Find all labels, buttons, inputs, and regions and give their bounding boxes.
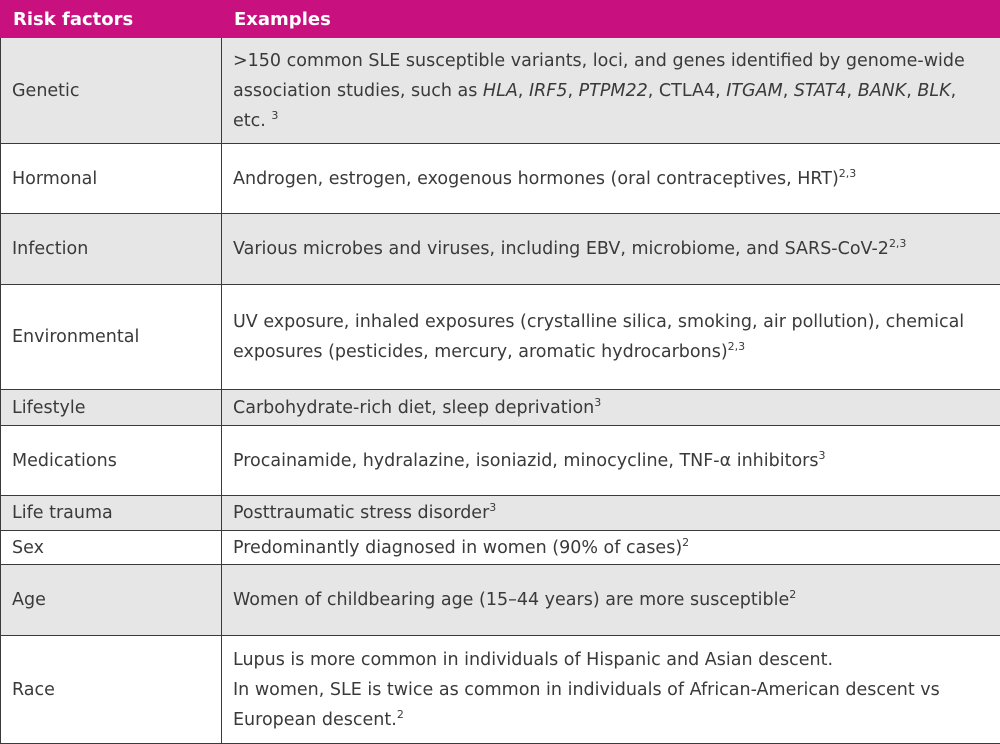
risk-factor-cell: Age [1, 565, 222, 636]
table-row [1, 285, 1000, 390]
example-text: Lupus is more common in individuals of Hispanic and Asian descent. [233, 649, 834, 670]
table-row [1, 636, 1000, 744]
table-row [1, 426, 1000, 496]
header-row [1, 1, 1000, 38]
gene-name: BANK [857, 80, 907, 101]
example-text: >150 common SLE susceptible variants, loci, and genes identified by genome-wide association studies, such as [233, 50, 965, 101]
risk-factor-cell: Infection [1, 214, 222, 285]
gene-name: HLA [482, 80, 518, 101]
reference-superscript: 3 [489, 501, 497, 515]
example-text: UV exposure, inhaled exposures (crystalline silica, smoking, air pollution), chemical exposures (pesticides, mercury, aromatic hydrocarbons) [233, 312, 965, 362]
table-row [1, 565, 1000, 636]
example-text: , [517, 80, 529, 101]
risk-factor-cell: Hormonal [1, 144, 222, 214]
risk-factor-cell: Life trauma [1, 496, 222, 531]
reference-superscript: 2 [789, 588, 797, 602]
examples-cell [222, 426, 1000, 496]
table-row [1, 214, 1000, 285]
reference-superscript: 2,3 [727, 340, 746, 354]
reference-superscript: 2,3 [838, 166, 857, 180]
table-row [1, 390, 1000, 426]
example-text: In women, SLE is twice as common in individuals of African-American descent vs European descent. [233, 679, 940, 730]
example-text: , [846, 80, 858, 101]
table-row [1, 38, 1000, 144]
example-text: Predominantly diagnosed in women (90% of cases) [233, 537, 683, 558]
examples-cell [222, 496, 1000, 531]
reference-superscript: 3 [594, 395, 602, 409]
risk-factor-cell: Genetic [1, 38, 222, 144]
examples-cell [222, 285, 1000, 390]
examples-cell [222, 636, 1000, 744]
table-body [1, 38, 1000, 744]
reference-superscript: 2 [396, 707, 404, 721]
reference-superscript: 3 [271, 108, 279, 122]
examples-cell [222, 565, 1000, 636]
example-text: , [567, 80, 579, 101]
table-row [1, 531, 1000, 565]
gene-name: IRF5 [528, 80, 568, 101]
risk-factor-cell: Environmental [1, 285, 222, 390]
examples-cell [222, 144, 1000, 214]
header-examples: Examples [222, 1, 1000, 38]
examples-cell [222, 38, 1000, 144]
example-text: , [906, 80, 918, 101]
gene-name: STAT4 [793, 80, 847, 101]
risk-factor-cell: Race [1, 636, 222, 744]
header-risk-factors: Risk factors [1, 1, 222, 38]
examples-cell [222, 390, 1000, 426]
example-text: Carbohydrate-rich diet, sleep deprivation [233, 397, 595, 418]
gene-name: ITGAM [726, 80, 783, 101]
risk-factor-cell: Lifestyle [1, 390, 222, 426]
example-text: Procainamide, hydralazine, isoniazid, minocycline, TNF-α inhibitors [233, 450, 819, 471]
examples-cell [222, 531, 1000, 565]
risk-factor-cell: Sex [1, 531, 222, 565]
example-text: , [782, 80, 794, 101]
example-text: Various microbes and viruses, including EBV, microbiome, and SARS-CoV-2 [233, 239, 889, 259]
example-text: Women of childbearing age (15–44 years) are more susceptible [233, 590, 790, 610]
reference-superscript: 2 [682, 535, 690, 549]
example-text: Posttraumatic stress disorder [233, 503, 490, 523]
reference-superscript: 2,3 [888, 237, 907, 251]
reference-superscript: 3 [818, 448, 826, 462]
example-text: Androgen, estrogen, exogenous hormones (oral contraceptives, HRT) [233, 168, 839, 189]
table-row [1, 144, 1000, 214]
examples-cell [222, 214, 1000, 285]
gene-name: PTPM22 [578, 80, 648, 101]
table-row [1, 496, 1000, 531]
gene-name: BLK [917, 80, 951, 101]
risk-factor-cell: Medications [1, 426, 222, 496]
example-text: , etc. [233, 80, 957, 131]
example-text: , CTLA4, [647, 80, 727, 101]
